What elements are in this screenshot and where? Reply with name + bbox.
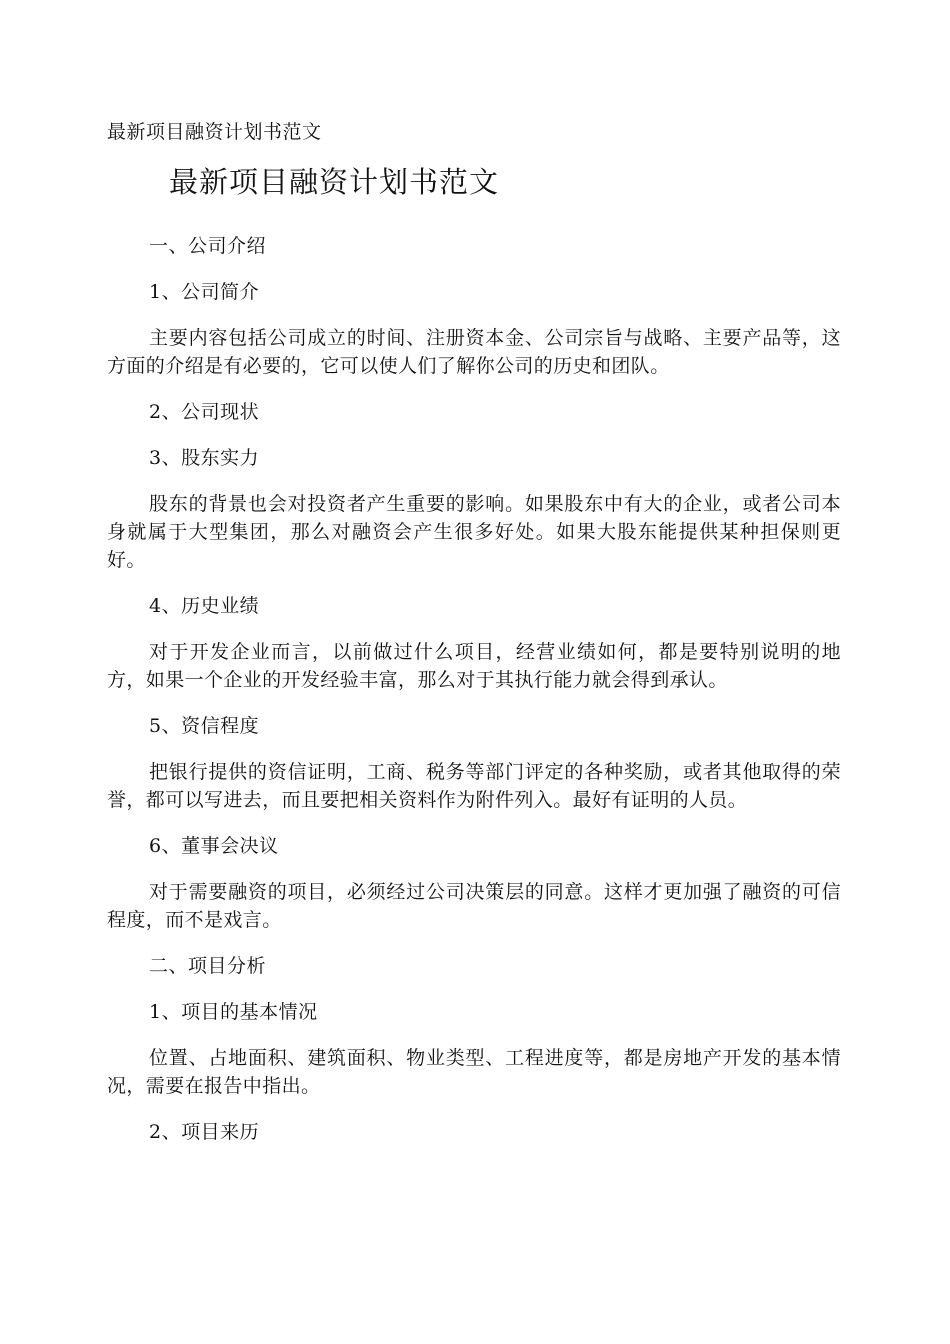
subsection-heading-company-profile: 1、公司简介 (149, 281, 260, 303)
paragraph-shareholder-strength: 股东的背景也会对投资者产生重要的影响。如果股东中有大的企业，或者公司本身就属于大型集团，那么对融资会产生很多好处。如果大股东能提供某种担保则更好。 (107, 493, 841, 571)
section-heading-project-analysis: 二、项目分析 (149, 955, 267, 977)
subsection-heading-shareholder-strength: 3、股东实力 (149, 447, 260, 469)
subsection-heading-company-status: 2、公司现状 (149, 401, 260, 423)
subsection-heading-project-basics: 1、项目的基本情况 (149, 1001, 318, 1023)
paragraph-company-profile: 主要内容包括公司成立的时间、注册资本金、公司宗旨与战略、主要产品等，这方面的介绍是有必要的，它可以使人们了解你公司的历史和团队。 (107, 327, 841, 377)
section-heading-company-intro: 一、公司介绍 (149, 235, 267, 257)
subsection-heading-project-origin: 2、项目来历 (149, 1121, 260, 1143)
running-header: 最新项目融资计划书范文 (107, 121, 322, 143)
subsection-heading-credit-standing: 5、资信程度 (149, 715, 260, 737)
document-body (107, 232, 841, 1164)
paragraph-project-basics: 位置、占地面积、建筑面积、物业类型、工程进度等，都是房地产开发的基本情况，需要在报告中指出。 (107, 1047, 841, 1097)
paragraph-board-resolution: 对于需要融资的项目，必须经过公司决策层的同意。这样才更加强了融资的可信程度，而不是戏言。 (107, 881, 841, 931)
subsection-heading-board-resolution: 6、董事会决议 (149, 835, 279, 857)
subsection-heading-track-record: 4、历史业绩 (149, 595, 260, 617)
paragraph-track-record: 对于开发企业而言，以前做过什么项目，经营业绩如何，都是要特别说明的地方，如果一个企业的开发经验丰富，那么对于其执行能力就会得到承认。 (107, 641, 841, 691)
paragraph-credit-standing: 把银行提供的资信证明，工商、税务等部门评定的各种奖励，或者其他取得的荣誉，都可以写进去，而且要把相关资料作为附件列入。最好有证明的人员。 (107, 761, 841, 811)
document-title: 最新项目融资计划书范文 (169, 165, 500, 199)
